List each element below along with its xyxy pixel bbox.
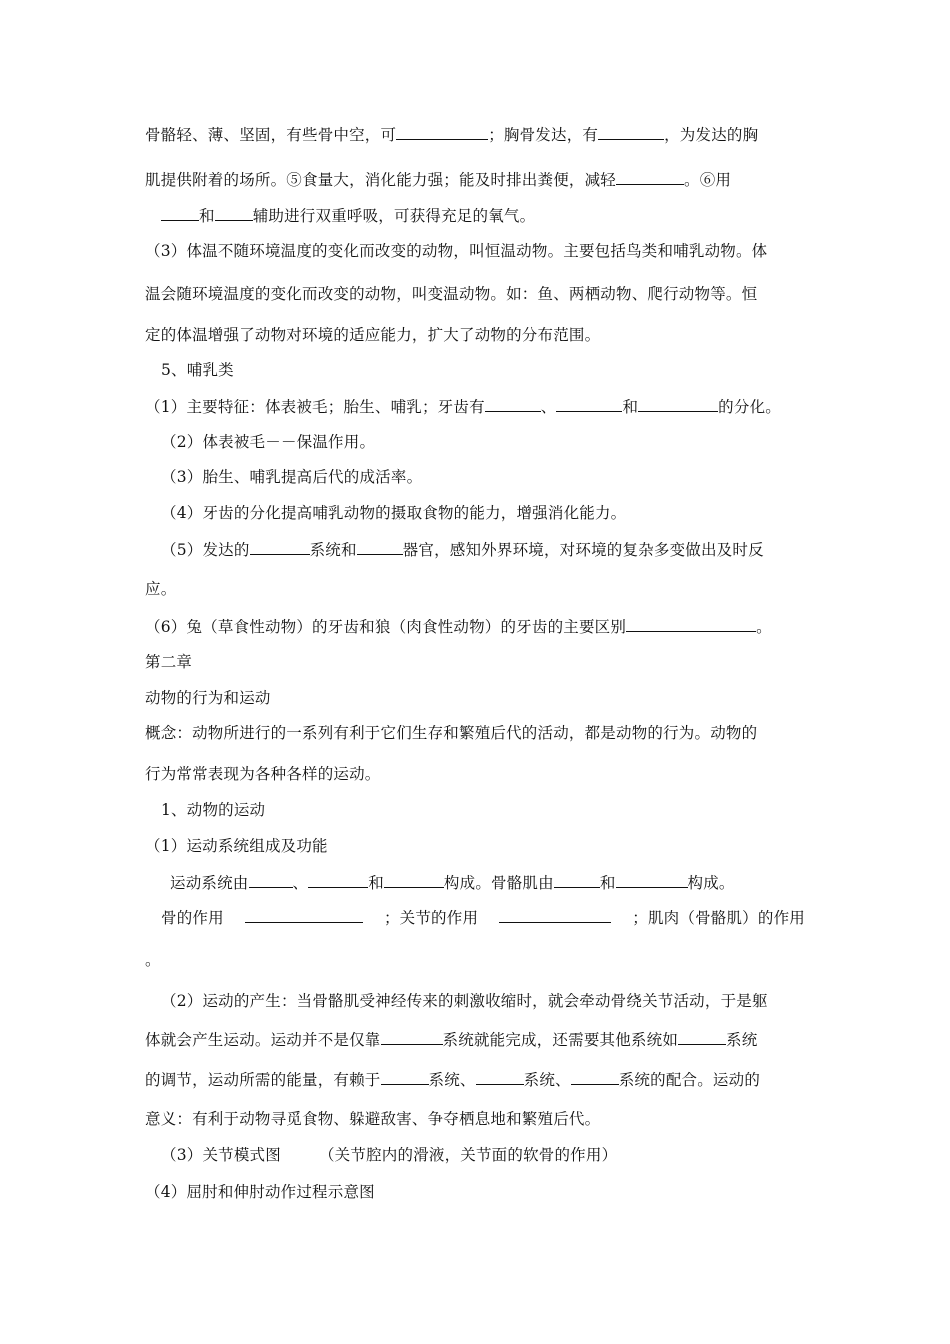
chapter-title: 动物的行为和运动 bbox=[145, 689, 271, 707]
line-warm-blooded: （3）体温不随环境温度的变化而改变的动物，叫恒温动物。主要包括鸟类和哺乳动物。体 bbox=[145, 242, 768, 260]
text: ；肌肉（骨骼肌）的作用 bbox=[632, 909, 805, 927]
fill-blank[interactable] bbox=[476, 1070, 524, 1085]
text: （6）兔（草食性动物）的牙齿和狼（肉食性动物）的牙齿的主要区别 bbox=[145, 618, 627, 636]
text: ；胸骨发达，有 bbox=[488, 126, 599, 144]
line-bird-bones bbox=[145, 125, 758, 145]
text: ；关节的作用 bbox=[383, 909, 479, 927]
fill-blank[interactable] bbox=[384, 873, 444, 888]
text: 的调节，运动所需的能量，有赖于 bbox=[145, 1071, 381, 1089]
line-constant-temp: 定的体温增强了动物对环境的适应能力，扩大了动物的分布范围。 bbox=[145, 326, 601, 344]
line-other-systems bbox=[145, 1030, 757, 1050]
text: 。 bbox=[756, 618, 772, 636]
text: 运动系统由 bbox=[170, 874, 249, 892]
line-digestion bbox=[145, 170, 731, 190]
text: 骨骼轻、薄、坚固，有些骨中空，可 bbox=[145, 126, 397, 144]
line-response: 应。 bbox=[145, 580, 177, 598]
fill-blank[interactable] bbox=[616, 873, 688, 888]
fill-blank[interactable] bbox=[678, 1030, 726, 1045]
line-joint-diagram bbox=[161, 1145, 617, 1165]
text: 系统就能完成，还需要其他系统如 bbox=[442, 1031, 679, 1049]
fill-blank[interactable] bbox=[357, 540, 403, 555]
text: 的分化。 bbox=[718, 398, 781, 416]
text: （3）关节模式图 bbox=[161, 1146, 281, 1164]
fill-blank[interactable] bbox=[381, 1030, 443, 1045]
fill-blank[interactable] bbox=[396, 125, 488, 140]
fill-blank[interactable] bbox=[571, 1070, 619, 1085]
text: 、 bbox=[292, 874, 309, 892]
text: 构成。 bbox=[687, 874, 735, 892]
text: （关节腔内的滑液，关节面的软骨的作用） bbox=[318, 1146, 618, 1164]
line-significance: 意义：有利于动物寻觅食物、躲避敌害、争夺栖息地和繁殖后代。 bbox=[145, 1110, 601, 1128]
line-nervous-system bbox=[161, 540, 764, 560]
text: 系统的配合。运动的 bbox=[618, 1071, 761, 1089]
text: 体就会产生运动。运动并不是仅靠 bbox=[145, 1031, 381, 1049]
line-elbow-diagram: （4）屈肘和伸肘动作过程示意图 bbox=[145, 1183, 375, 1201]
line-viviparity: （3）胎生、哺乳提高后代的成活率。 bbox=[161, 468, 423, 486]
text: 系统和 bbox=[309, 541, 357, 559]
text: 系统、 bbox=[428, 1071, 476, 1089]
heading-animal-movement: 1、动物的运动 bbox=[161, 801, 266, 819]
text: （1）主要特征：体表被毛；胎生、哺乳；牙齿有 bbox=[145, 398, 485, 416]
line-energy bbox=[145, 1070, 760, 1090]
text: 、 bbox=[540, 398, 557, 416]
line-concept: 概念：动物所进行的一系列有利于它们生存和繁殖后代的活动，都是动物的行为。动物的 bbox=[145, 724, 758, 742]
line-movement-origin: （2）运动的产生：当骨骼肌受神经传来的刺激收缩时，就会牵动骨绕关节活动，于是躯 bbox=[161, 992, 768, 1010]
chapter-heading: 第二章 bbox=[145, 653, 193, 671]
line-functions bbox=[161, 908, 805, 928]
line-locomotor-system: （1）运动系统组成及功能 bbox=[145, 837, 328, 855]
fill-blank[interactable] bbox=[245, 908, 363, 923]
text: 和 bbox=[368, 874, 384, 892]
fill-blank[interactable] bbox=[381, 1070, 429, 1085]
text: 器官，感知外界环境，对环境的复杂多变做出及时反 bbox=[402, 541, 764, 559]
fill-blank[interactable] bbox=[638, 397, 718, 412]
fill-blank[interactable] bbox=[598, 125, 664, 140]
text: 系统 bbox=[726, 1031, 758, 1049]
line-body-hair: （2）体表被毛－－保温作用。 bbox=[161, 433, 376, 451]
line-period: 。 bbox=[145, 951, 161, 969]
text: 系统、 bbox=[523, 1071, 571, 1089]
fill-blank[interactable] bbox=[250, 540, 310, 555]
fill-blank[interactable] bbox=[556, 397, 622, 412]
fill-blank[interactable] bbox=[215, 206, 253, 221]
text: 和 bbox=[199, 207, 215, 225]
line-concept-cont: 行为常常表现为各种各样的运动。 bbox=[145, 765, 381, 783]
text: 骨的作用 bbox=[161, 909, 224, 927]
fill-blank[interactable] bbox=[308, 873, 368, 888]
line-cold-blooded: 温会随环境温度的变化而改变的动物，叫变温动物。如：鱼、两栖动物、爬行动物等。恒 bbox=[145, 285, 758, 303]
text: 肌提供附着的场所。⑤食量大，消化能力强；能及时排出粪便，减轻 bbox=[145, 171, 617, 189]
line-mammal-features bbox=[145, 397, 781, 417]
text: 。⑥用 bbox=[684, 171, 732, 189]
fill-blank[interactable] bbox=[161, 206, 199, 221]
text: 构成。骨骼肌由 bbox=[443, 874, 554, 892]
text: 和 bbox=[599, 874, 616, 892]
fill-blank[interactable] bbox=[626, 617, 756, 632]
fill-blank[interactable] bbox=[499, 908, 611, 923]
text: （5）发达的 bbox=[161, 541, 250, 559]
heading-mammals: 5、哺乳类 bbox=[161, 361, 234, 379]
line-rabbit-wolf bbox=[145, 617, 772, 637]
fill-blank[interactable] bbox=[554, 873, 600, 888]
fill-blank[interactable] bbox=[616, 170, 684, 185]
text: 和 bbox=[622, 398, 639, 416]
fill-blank[interactable] bbox=[485, 397, 541, 412]
line-system-composition bbox=[170, 873, 735, 893]
text: ，为发达的胸 bbox=[664, 126, 759, 144]
fill-blank[interactable] bbox=[249, 873, 293, 888]
line-teeth: （4）牙齿的分化提高哺乳动物的摄取食物的能力，增强消化能力。 bbox=[161, 504, 627, 522]
line-double-breathing bbox=[161, 206, 535, 226]
text: 辅助进行双重呼吸，可获得充足的氧气。 bbox=[252, 207, 536, 225]
